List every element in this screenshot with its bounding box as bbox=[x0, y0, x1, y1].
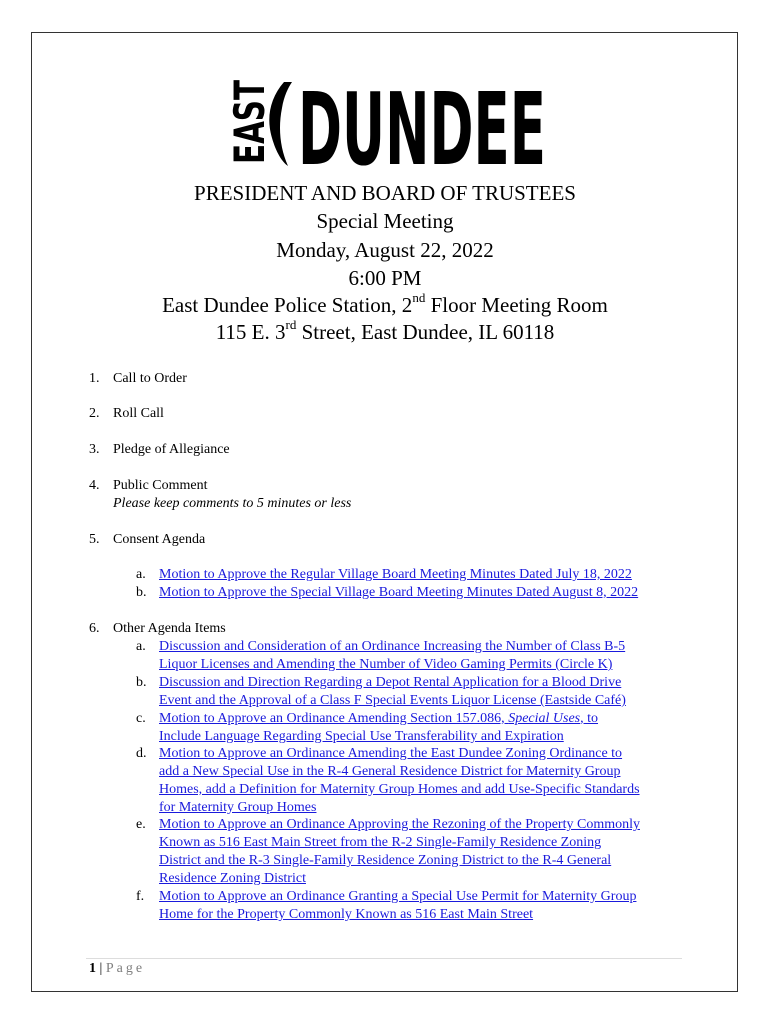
meeting-type: Special Meeting bbox=[316, 209, 454, 233]
board-title: PRESIDENT AND BOARD OF TRUSTEES bbox=[194, 181, 576, 205]
agenda-item-roll-call: 2. Roll Call bbox=[89, 406, 164, 421]
footer-separator: | bbox=[96, 961, 106, 976]
other-item-b-link[interactable]: Discussion and Direction Regarding a Depot Rental Application for a Blood Drive Event and the Approval of a Class F Special Events Liquor License (Eastside Café) bbox=[159, 675, 626, 708]
logo-dundee-text: DUNDEE bbox=[298, 71, 546, 188]
other-item-f-link[interactable]: Motion to Approve an Ordinance Granting a Special Use Permit for Maternity Group Home for the Property Commonly Known as 516 East Main Street bbox=[159, 889, 637, 922]
agenda-item-public-comment: 4. Public Comment bbox=[89, 478, 208, 493]
page-label: Page bbox=[105, 961, 146, 976]
other-item-e-link[interactable]: Motion to Approve an Ordinance Approving the Rezoning of the Property Commonly Known as 516 East Main Street from the R-2 Single-Family Residence Zoning District and the R-3 Single-Family Residence Zoning District to the R-4 General Residence Zoning District bbox=[159, 817, 640, 886]
page-footer bbox=[89, 960, 145, 978]
agenda-item-pledge: 3. Pledge of Allegiance bbox=[89, 442, 230, 457]
footer-divider bbox=[86, 958, 682, 959]
consent-item-b-link[interactable]: Motion to Approve the Special Village Board Meeting Minutes Dated August 8, 2022 bbox=[159, 585, 639, 600]
logo-east-text: EAST bbox=[225, 43, 274, 164]
meeting-location: East Dundee Police Station, 2nd Floor Meeting Room bbox=[162, 290, 608, 317]
east-dundee-logo bbox=[222, 43, 548, 188]
other-item-c-link[interactable]: Motion to Approve an Ordinance Amending Section 157.086, Special Uses, to Include Language Regarding Special Use Transferability and Expiration bbox=[159, 711, 599, 744]
other-item-d-link[interactable]: Motion to Approve an Ordinance Amending the East Dundee Zoning Ordinance to add a New Special Use in the R-4 General Residence District for Maternity Group Homes, add a Definition for Maternity Group Homes and add Use-Specific Standards for Maternity Group Homes bbox=[159, 746, 640, 815]
meeting-time: 6:00 PM bbox=[348, 266, 422, 290]
agenda-item-consent-agenda: 5. Consent Agenda bbox=[89, 532, 206, 547]
public-comment-note: Please keep comments to 5 minutes or less bbox=[113, 496, 352, 511]
consent-item-a-link[interactable]: Motion to Approve the Regular Village Board Meeting Minutes Dated July 18, 2022 bbox=[159, 567, 632, 582]
other-item-a-link[interactable]: Discussion and Consideration of an Ordinance Increasing the Number of Class B-5 Liquor Licenses and Amending the Number of Video Gaming Permits (Circle K) bbox=[159, 639, 626, 672]
meeting-date: Monday, August 22, 2022 bbox=[276, 238, 494, 262]
page-number: 1 bbox=[89, 961, 96, 976]
agenda-item-call-to-order: 1. Call to Order bbox=[89, 371, 187, 386]
agenda-item-other: 6. Other Agenda Items bbox=[89, 621, 226, 636]
meeting-address: 115 E. 3rd Street, East Dundee, IL 60118 bbox=[215, 317, 555, 344]
